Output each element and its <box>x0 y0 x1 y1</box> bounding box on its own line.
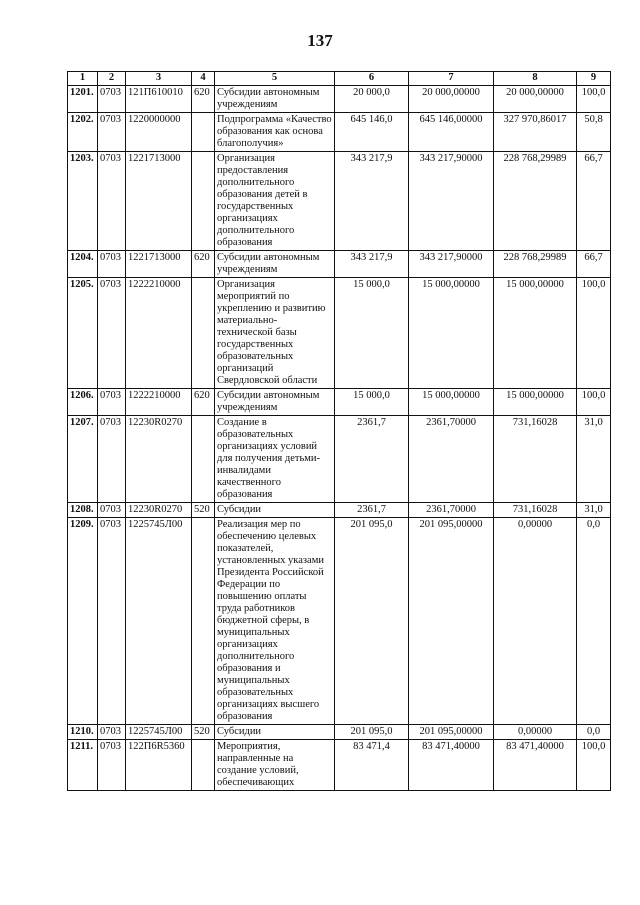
row-number: 1208. <box>68 503 98 518</box>
execution-percent: 0,0 <box>577 725 611 740</box>
executed-amount: 327 970,86017 <box>494 113 577 152</box>
page-number: 137 <box>307 31 333 50</box>
table-row <box>68 86 611 113</box>
executed-amount: 15 000,00000 <box>494 278 577 389</box>
plan-amount: 343 217,9 <box>335 251 409 278</box>
row-number: 1203. <box>68 152 98 251</box>
execution-percent: 50,8 <box>577 113 611 152</box>
row-number: 1206. <box>68 389 98 416</box>
section-code: 0703 <box>98 389 126 416</box>
table-row <box>68 503 611 518</box>
target-article-code: 1222210000 <box>126 389 192 416</box>
target-article-code: 1221713000 <box>126 152 192 251</box>
section-code: 0703 <box>98 740 126 791</box>
item-name: Создание в образовательных организациях условий для получения детьми-инвалидами качественного образования <box>215 416 335 503</box>
plan-amount: 645 146,0 <box>335 113 409 152</box>
target-article-code: 12230R0270 <box>126 503 192 518</box>
row-number: 1205. <box>68 278 98 389</box>
approved-amount: 20 000,00000 <box>409 86 494 113</box>
plan-amount: 15 000,0 <box>335 389 409 416</box>
table-row <box>68 725 611 740</box>
table-row <box>68 416 611 503</box>
approved-amount: 343 217,90000 <box>409 152 494 251</box>
table-row <box>68 251 611 278</box>
section-code: 0703 <box>98 518 126 725</box>
section-code: 0703 <box>98 278 126 389</box>
item-name: Организация мероприятий по укреплению и развитию материально-технической базы государственных образовательных организаций Свердловской области <box>215 278 335 389</box>
item-name: Субсидии <box>215 503 335 518</box>
approved-amount: 15 000,00000 <box>409 278 494 389</box>
expense-type-code: 620 <box>192 251 215 278</box>
expense-type-code: 620 <box>192 389 215 416</box>
plan-amount: 83 471,4 <box>335 740 409 791</box>
row-number: 1207. <box>68 416 98 503</box>
executed-amount: 731,16028 <box>494 503 577 518</box>
table-row <box>68 113 611 152</box>
target-article-code: 1225745Л00 <box>126 518 192 725</box>
target-article-code: 122П6R5360 <box>126 740 192 791</box>
header-row <box>68 72 611 86</box>
item-name: Субсидии автономным учреждениям <box>215 86 335 113</box>
row-number: 1201. <box>68 86 98 113</box>
table-row <box>68 278 611 389</box>
executed-amount: 228 768,29989 <box>494 251 577 278</box>
section-code: 0703 <box>98 113 126 152</box>
executed-amount: 20 000,00000 <box>494 86 577 113</box>
table-row <box>68 389 611 416</box>
row-number: 1204. <box>68 251 98 278</box>
expense-type-code <box>192 518 215 725</box>
expense-type-code <box>192 416 215 503</box>
section-code: 0703 <box>98 86 126 113</box>
budget-table <box>67 71 611 791</box>
execution-percent: 66,7 <box>577 251 611 278</box>
item-name: Реализация мер по обеспечению целевых показателей, установленных указами Президента Российской Федерации по повышению оплаты труда работников бюджетной сферы, в муниципальных организациях дополнительного образования и муниципальных образовательных организациях высшего образования <box>215 518 335 725</box>
table-row <box>68 740 611 791</box>
plan-amount: 201 095,0 <box>335 518 409 725</box>
execution-percent: 31,0 <box>577 416 611 503</box>
row-number: 1202. <box>68 113 98 152</box>
item-name: Субсидии <box>215 725 335 740</box>
execution-percent: 66,7 <box>577 152 611 251</box>
approved-amount: 201 095,00000 <box>409 518 494 725</box>
expense-type-code: 520 <box>192 503 215 518</box>
item-name: Субсидии автономным учреждениям <box>215 251 335 278</box>
executed-amount: 731,16028 <box>494 416 577 503</box>
target-article-code: 121П610010 <box>126 86 192 113</box>
header-cell: 5 <box>215 72 335 86</box>
header-cell: 4 <box>192 72 215 86</box>
approved-amount: 343 217,90000 <box>409 251 494 278</box>
plan-amount: 20 000,0 <box>335 86 409 113</box>
item-name: Организация предоставления дополнительного образования детей в государственных организациях дополнительного образования <box>215 152 335 251</box>
section-code: 0703 <box>98 503 126 518</box>
plan-amount: 201 095,0 <box>335 725 409 740</box>
header-cell: 7 <box>409 72 494 86</box>
executed-amount: 0,00000 <box>494 725 577 740</box>
plan-amount: 2361,7 <box>335 503 409 518</box>
plan-amount: 2361,7 <box>335 416 409 503</box>
approved-amount: 83 471,40000 <box>409 740 494 791</box>
target-article-code: 1225745Л00 <box>126 725 192 740</box>
table-row <box>68 518 611 725</box>
item-name: Подпрограмма «Качество образования как основа благополучия» <box>215 113 335 152</box>
expense-type-code <box>192 740 215 791</box>
table-row <box>68 152 611 251</box>
header-cell: 2 <box>98 72 126 86</box>
header-cell: 6 <box>335 72 409 86</box>
section-code: 0703 <box>98 152 126 251</box>
expense-type-code: 620 <box>192 86 215 113</box>
target-article-code: 12230R0270 <box>126 416 192 503</box>
expense-type-code <box>192 152 215 251</box>
execution-percent: 100,0 <box>577 278 611 389</box>
row-number: 1210. <box>68 725 98 740</box>
section-code: 0703 <box>98 725 126 740</box>
execution-percent: 100,0 <box>577 389 611 416</box>
item-name: Мероприятия, направленные на создание условий, обеспечивающих <box>215 740 335 791</box>
expense-type-code <box>192 278 215 389</box>
header-cell: 9 <box>577 72 611 86</box>
header-cell: 3 <box>126 72 192 86</box>
item-name: Субсидии автономным учреждениям <box>215 389 335 416</box>
target-article-code: 1220000000 <box>126 113 192 152</box>
execution-percent: 0,0 <box>577 518 611 725</box>
target-article-code: 1222210000 <box>126 278 192 389</box>
target-article-code: 1221713000 <box>126 251 192 278</box>
row-number: 1209. <box>68 518 98 725</box>
header-cell: 8 <box>494 72 577 86</box>
execution-percent: 100,0 <box>577 740 611 791</box>
section-code: 0703 <box>98 251 126 278</box>
section-code: 0703 <box>98 416 126 503</box>
execution-percent: 31,0 <box>577 503 611 518</box>
approved-amount: 645 146,00000 <box>409 113 494 152</box>
approved-amount: 2361,70000 <box>409 416 494 503</box>
execution-percent: 100,0 <box>577 86 611 113</box>
approved-amount: 201 095,00000 <box>409 725 494 740</box>
executed-amount: 15 000,00000 <box>494 389 577 416</box>
header-cell: 1 <box>68 72 98 86</box>
executed-amount: 228 768,29989 <box>494 152 577 251</box>
expense-type-code <box>192 113 215 152</box>
expense-type-code: 520 <box>192 725 215 740</box>
approved-amount: 15 000,00000 <box>409 389 494 416</box>
executed-amount: 0,00000 <box>494 518 577 725</box>
executed-amount: 83 471,40000 <box>494 740 577 791</box>
row-number: 1211. <box>68 740 98 791</box>
plan-amount: 15 000,0 <box>335 278 409 389</box>
plan-amount: 343 217,9 <box>335 152 409 251</box>
approved-amount: 2361,70000 <box>409 503 494 518</box>
